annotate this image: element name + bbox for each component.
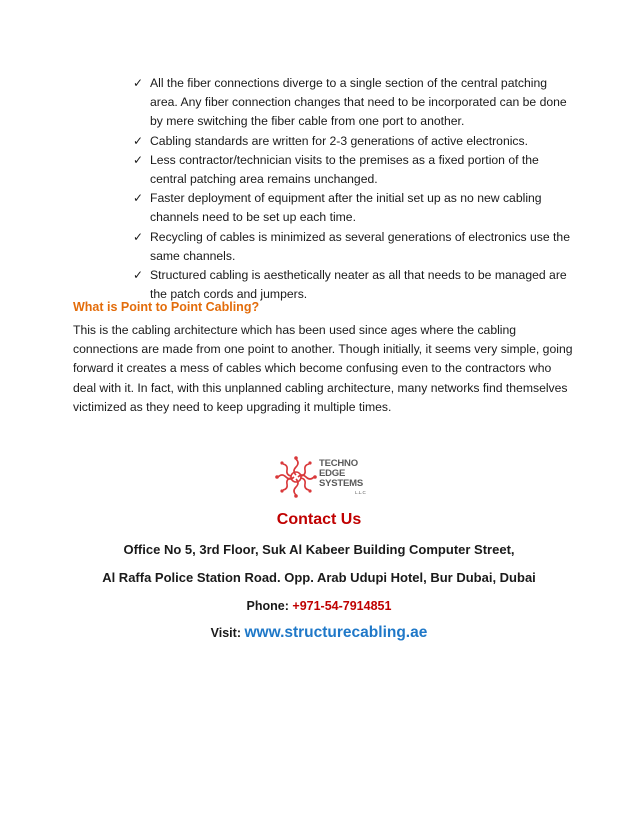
visit-label: Visit: [210, 626, 241, 640]
checklist-item [133, 189, 573, 227]
checklist-item-text: Structured cabling is aesthetically neater as all that needs to be managed are the patch cords and jumpers. [150, 268, 567, 302]
phone-line [0, 597, 638, 615]
logo-line: TECHNO [319, 458, 358, 469]
checkmark-icon: ✓ [133, 152, 144, 167]
contact-heading: Contact Us [276, 511, 362, 528]
logo-wordmark [319, 459, 363, 489]
logo-suffix: L.L.C [355, 490, 366, 495]
logo-line: SYSTEMS [319, 478, 363, 489]
checklist-item-text: Faster deployment of equipment after the initial set up as no new cabling channels need to be set up each time. [150, 191, 542, 225]
checkmark-icon: ✓ [133, 133, 144, 148]
address-line-1: Office No 5, 3rd Floor, Suk Al Kabeer Building Computer Street, [123, 542, 515, 557]
checklist-item [133, 132, 573, 151]
logo-emblem-icon [275, 455, 317, 499]
checkmark-icon: ✓ [133, 229, 144, 244]
website-link[interactable]: www.structurecabling.ae [244, 624, 428, 641]
section-paragraph: This is the cabling architecture which has been used since ages where the cabling connections are made from one point to another. Though initially, it seems very simple, going forward it creates a mess of cables which become confusing even to the contractors who deal with it. In fact, with this unplanned cabling architecture, many networks find themselves victimized as they need to keep upgrading it multiple times. [73, 323, 573, 414]
checkmark-icon: ✓ [133, 191, 144, 206]
checklist-item [133, 74, 573, 132]
section-heading: What is Point to Point Cabling? [73, 300, 260, 314]
checklist-item [133, 151, 573, 189]
checkmark-icon: ✓ [133, 268, 144, 283]
checklist-item-text: Cabling standards are written for 2-3 generations of active electronics. [150, 133, 529, 148]
checklist-item-text: Recycling of cables is minimized as several generations of electronics use the same channels. [150, 229, 570, 263]
company-logo [275, 452, 375, 502]
phone-number[interactable]: +971-54-7914851 [292, 599, 392, 613]
checklist-item-text: All the fiber connections diverge to a single section of the central patching area. Any fiber connection changes that need to be incorporated can be done by mere switching the fiber cable from one port to another. [150, 76, 567, 129]
website-line [0, 624, 638, 642]
checkmark-icon: ✓ [133, 76, 144, 90]
checklist-item-text: Less contractor/technician visits to the premises as a fixed portion of the central patching area remains unchanged. [150, 152, 539, 187]
checklist-item [133, 228, 573, 266]
phone-label: Phone: [246, 599, 289, 613]
logo-line: EDGE [319, 468, 346, 479]
benefits-checklist [133, 74, 573, 304]
address-line-2: Al Raffa Police Station Road. Opp. Arab Udupi Hotel, Bur Dubai, Dubai [102, 570, 536, 585]
